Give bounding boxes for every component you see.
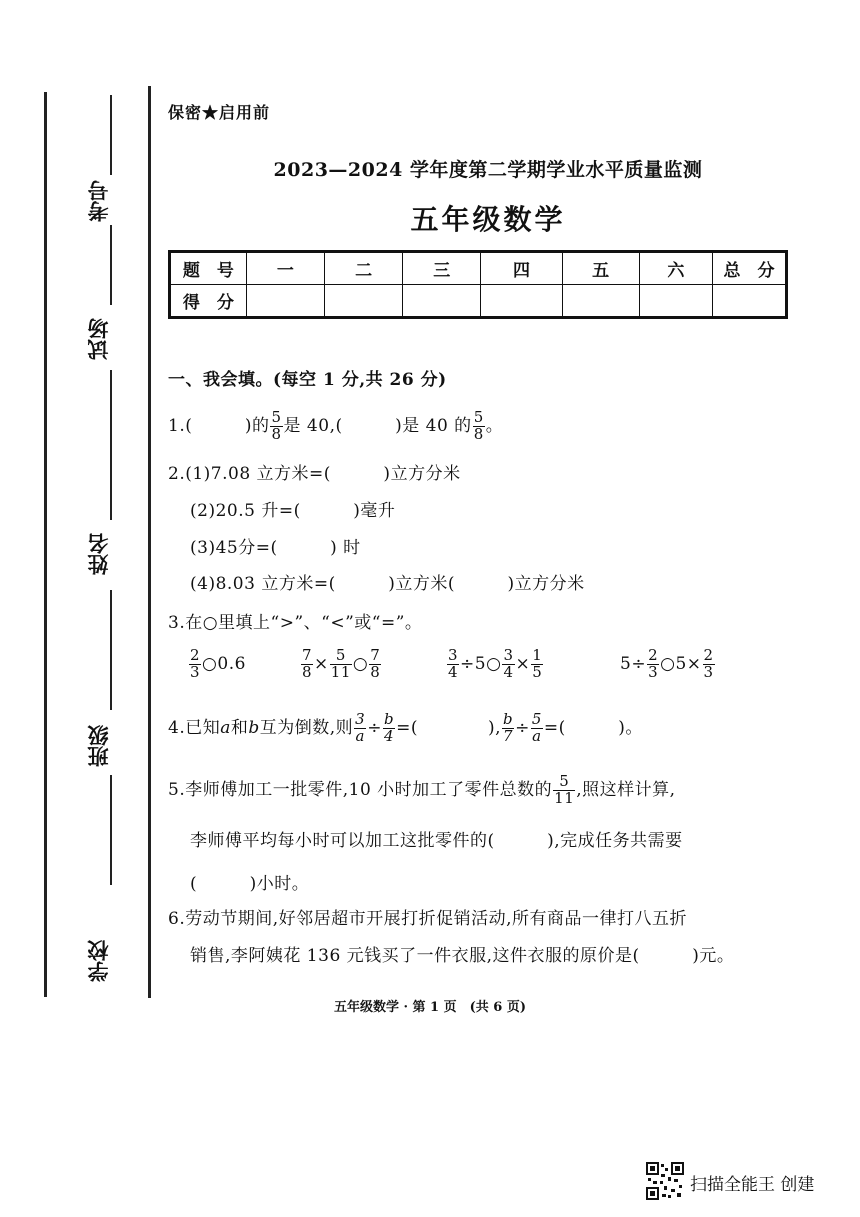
question-5-line-1: 5.李师傅加工一批零件,10 小时加工了零件总数的 $\frac{5}{11}$ ,照这样计算, [168,772,676,807]
question-3-expr-2: $\frac{7}{8}$ × $\frac{5}{11}$ ○ $\frac{7}{8}$ [302,646,381,681]
fraction: $\frac{3}{a}$ [355,710,366,745]
section-title: 一、我会填。(每空 1 分,共 26 分) [168,370,447,390]
score-cell: 得 分 [170,285,247,318]
question-3-title: 3.在○里填上“>”、“<”或“=”。 [168,613,423,633]
question-4: 4.已知a和b互为倒数,则 $\frac{3}{a}$ ÷ $\frac{b}{4}$ =( ), $\frac{b}{7}$ ÷ $\frac{5}{a}$ =( )。 [168,710,643,745]
score-table-header-row [170,252,787,285]
q1-text-a: 1.( )的 [168,415,270,436]
score-blank [481,285,562,318]
question-5-line-2: 李师傅平均每小时可以加工这批零件的( ),完成任务共需要 [190,831,683,851]
student-name-label: 姓名 [86,533,111,575]
scanner-watermark: 扫描全能王 创建 [690,1175,815,1195]
score-table [168,250,788,319]
fraction: $\frac{5}{11}$ [554,772,575,807]
fraction: $\frac{1}{5}$ [532,646,543,681]
fraction: $\frac{5}{11}$ [330,646,351,681]
exam-title: 2023—2024 学年度第二学期学业水平质量监测 [273,159,703,181]
blank-line-school-class [110,775,112,885]
margin-line-left [44,92,47,997]
question-2-2: (2)20.5 升=( )毫升 [190,501,396,521]
score-blank [324,285,402,318]
q1-text-c: 。 [485,415,504,436]
page-footer: 五年级数学 · 第 1 页 (共 6 页) [333,1000,527,1015]
fraction: $\frac{b}{7}$ [503,710,514,745]
fraction: $\frac{2}{3}$ [648,646,659,681]
fraction: $\frac{7}{8}$ [370,646,381,681]
fraction: $\frac{5}{8}$ [271,408,282,443]
margin-line-right [148,86,151,998]
score-blank [639,285,712,318]
score-blank [246,285,324,318]
score-table-score-row [170,285,787,318]
fraction: $\frac{2}{3}$ [190,646,201,681]
score-cell: 二 [324,252,402,285]
blank-line-room-exam [110,225,112,305]
question-5-line-3: ( )小时。 [190,874,310,894]
score-cell: 五 [562,252,639,285]
blank-line-exam-no [110,95,112,175]
score-cell: 六 [639,252,712,285]
score-blank [562,285,639,318]
question-6-line-2: 销售,李阿姨花 136 元钱买了一件衣服,这件衣服的原价是( )元。 [190,946,735,966]
qr-code-icon [646,1162,684,1200]
fraction: $\frac{2}{3}$ [703,646,714,681]
question-6-line-1: 6.劳动节期间,好邻居超市开展打折促销活动,所有商品一律打八五折 [168,909,688,929]
score-cell: 一 [246,252,324,285]
score-cell: 题 号 [170,252,247,285]
subject-title: 五年级数学 [410,203,566,236]
fraction: $\frac{3}{4}$ [448,646,459,681]
exam-number-label: 考号 [86,180,111,222]
question-2-1: 2.(1)7.08 立方米=( )立方分米 [168,464,461,484]
score-cell: 四 [481,252,562,285]
question-3-expr-3: $\frac{3}{4}$ ÷5○ $\frac{3}{4}$ × $\frac{1}{5}$ [448,646,543,681]
score-cell: 总 分 [713,252,787,285]
score-cell: 三 [403,252,481,285]
confidential-mark: 保密★启用前 [168,103,271,122]
score-blank [713,285,787,318]
blank-line-class-name [110,590,112,710]
fraction: $\frac{b}{4}$ [383,710,395,745]
fraction: $\frac{7}{8}$ [302,646,313,681]
blank-line-name-room [110,370,112,520]
fraction: $\frac{5}{a}$ [531,710,542,745]
school-label: 学校 [86,940,111,982]
question-2-3: (3)45分=( ) 时 [190,538,361,558]
q1-text-b: 是 40,( )是 40 的 [283,415,472,436]
fraction: $\frac{5}{8}$ [473,408,484,443]
score-blank [403,285,481,318]
question-3-expr-1: $\frac{2}{3}$ ○0.6 [190,646,246,681]
question-2-4: (4)8.03 立方米=( )立方米( )立方分米 [190,574,585,594]
class-label: 班级 [86,725,111,767]
exam-room-label: 试场 [86,318,111,360]
question-3-expr-4: 5÷ $\frac{2}{3}$ ○5× $\frac{2}{3}$ [620,646,714,681]
fraction: $\frac{3}{4}$ [503,646,514,681]
question-1 [168,410,503,443]
